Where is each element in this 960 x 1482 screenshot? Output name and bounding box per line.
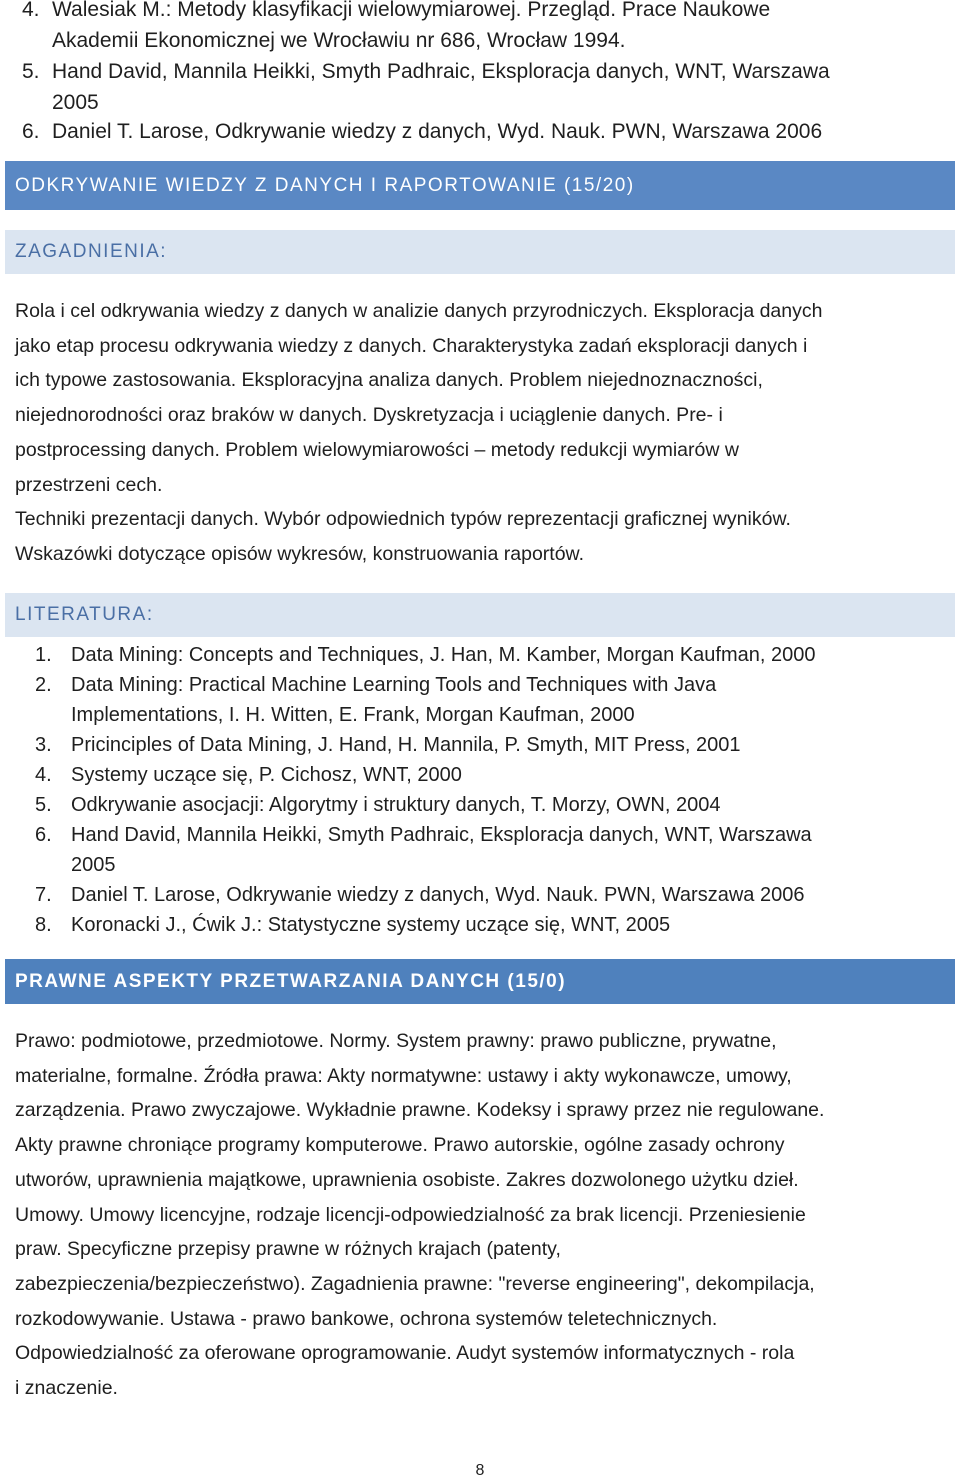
list-item: 5. Hand David, Mannila Heikki, Smyth Padhraic, Eksploracja danych, WNT, Warszawa 2005 (22, 60, 830, 114)
literature-heading: LITERATURA: (5, 593, 955, 637)
page-number: 8 (475, 1462, 485, 1479)
section-header-legal-aspects: PRAWNE ASPEKTY PRZETWARZANIA DANYCH (15/0) (5, 959, 955, 1004)
topics-text: Rola i cel odkrywania wiedzy z danych w analizie danych przyrodniczych. Eksploracja danych jako etap procesu odkrywania wiedzy z danych. Charakterystyka zadań eksploracji danych i ich typowe zastosowania. Eksploracyjna analiza danych. Problem niejednoznaczności, niejednorodności oraz braków w danych. Dyskretyzacja i uciąglenie danych. Pre- i postprocessing danych. Problem wielowymiarowości – metody redukcji wymiarów w przestrzeni cech. Techniki prezentacji danych. Wybór odpowiednich typów reprezentacji graficznej wyników. Wskazówki dotyczące opisów wykresów, konstruowania raportów. (15, 300, 823, 565)
list-item: 5. Odkrywanie asocjacji: Algorytmy i struktury danych, T. Morzy, OWN, 2004 (35, 794, 721, 816)
list-item: 8. Koronacki J., Ćwik J.: Statystyczne systemy uczące się, WNT, 2005 (35, 914, 671, 936)
list-item: 2. Data Mining: Practical Machine Learning Tools and Techniques with Java Implementations, I. H. Witten, E. Frank, Morgan Kaufman, 2000 (35, 674, 717, 726)
topics-heading: ZAGADNIENIA: (5, 230, 955, 274)
legal-aspects-text: Prawo: podmiotowe, przedmiotowe. Normy. System prawny: prawo publiczne, prywatne, materialne, formalne. Źródła prawa: Akty normatywne: ustawy i akty wykonawcze, umowy, zarządzenia. Prawo zwyczajowe. Wykładnie prawne. Kodeksy i sprawy przez nie regulowane. Akty prawne chroniące programy komputerowe. Prawo autorskie, ogólne zasady ochrony utworów, uprawnienia majątkowe, uprawnienia osobiste. Zakres dozwolonego użytku dzieł. Umowy. Umowy licencyjne, rodzaje licencji-odpowiedzialność za brak licencji. Przeniesienie praw. Specyficzne przepisy prawne w różnych krajach (patenty, zabezpieczenia/bezpieczeństwo). Zagadnienia prawne: "reverse engineering", dekompilacja, rozkodowywanie. Ustawa - prawo bankowe, ochrona systemów teletechnicznych. Odpowiedzialność za oferowane oprogramowanie. Audyt systemów informatycznych - rola i znaczenie. (15, 1030, 825, 1400)
list-item: 4. Walesiak M.: Metody klasyfikacji wielowymiarowej. Przegląd. Prace Naukowe Akademii Ekonomicznej we Wrocławiu nr 686, Wrocław 1994. (22, 0, 771, 52)
list-item: 4. Systemy uczące się, P. Cichosz, WNT, 2000 (35, 764, 462, 786)
list-item: 1. Data Mining: Concepts and Techniques, J. Han, M. Kamber, Morgan Kaufman, 2000 (35, 644, 816, 666)
list-item: 7. Daniel T. Larose, Odkrywanie wiedzy z danych, Wyd. Nauk. PWN, Warszawa 2006 (35, 884, 805, 906)
section-header-data-mining: ODKRYWANIE WIEDZY Z DANYCH I RAPORTOWANIE (15/20) (5, 161, 955, 210)
list-item: 6. Daniel T. Larose, Odkrywanie wiedzy z danych, Wyd. Nauk. PWN, Warszawa 2006 (22, 120, 823, 143)
list-item: 6. Hand David, Mannila Heikki, Smyth Padhraic, Eksploracja danych, WNT, Warszawa 2005 (35, 824, 812, 876)
list-item: 3. Pricinciples of Data Mining, J. Hand, H. Mannila, P. Smyth, MIT Press, 2001 (35, 734, 741, 756)
